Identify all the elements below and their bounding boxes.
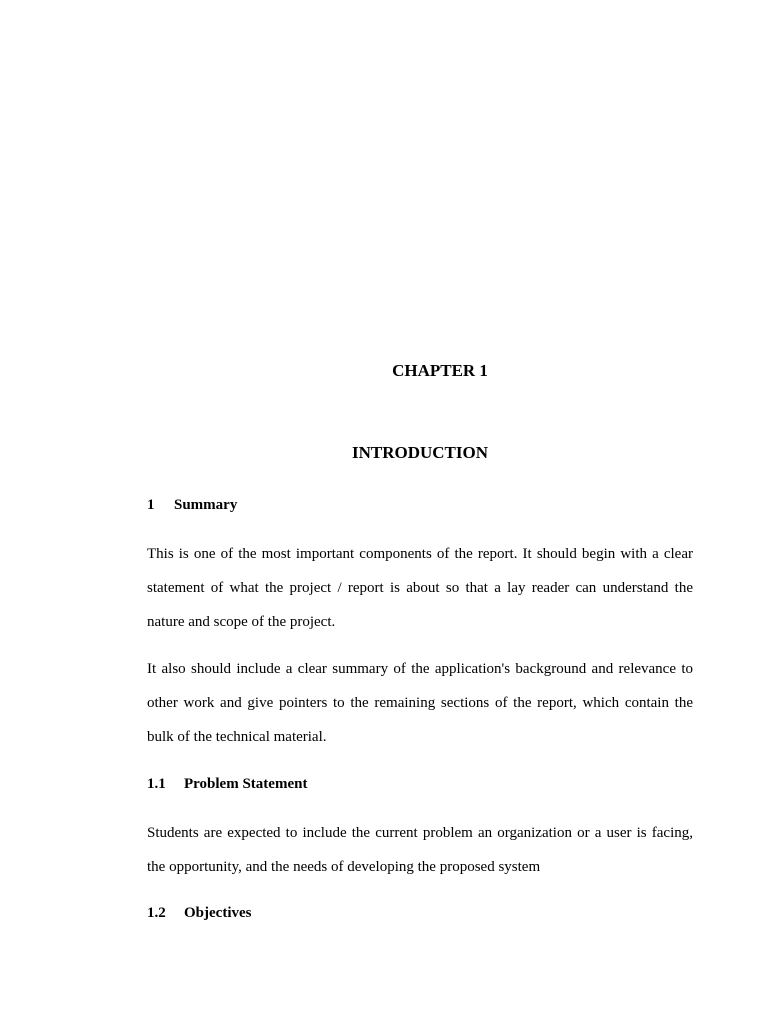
- paragraph-line: statement of what the project / report is about so that a lay reader can understand the: [147, 580, 693, 596]
- chapter-title: INTRODUCTION: [351, 443, 489, 462]
- section-title: Objectives: [184, 905, 252, 921]
- paragraph-line: other work and give pointers to the remaining sections of the report, which contain the: [147, 695, 693, 711]
- section-number: 1.2: [147, 905, 166, 921]
- paragraph-line: the opportunity, and the needs of developing the proposed system: [147, 859, 541, 875]
- paragraph-line: Students are expected to include the current problem an organization or a user is facing,: [147, 825, 693, 841]
- section-title: Problem Statement: [184, 776, 308, 792]
- section-heading-objectives: [147, 905, 251, 922]
- section-title: Summary: [174, 497, 238, 513]
- section-number: 1: [147, 497, 155, 513]
- paragraph-line: nature and scope of the project.: [147, 614, 336, 630]
- section-number: 1.1: [147, 776, 166, 792]
- summary-paragraph-2: [147, 652, 693, 754]
- summary-paragraph-1: [147, 537, 693, 639]
- section-heading-problem-statement: [147, 776, 307, 793]
- problem-statement-paragraph: [147, 816, 693, 884]
- paragraph-line: bulk of the technical material.: [147, 729, 327, 745]
- paragraph-line: It also should include a clear summary of the application's background and relevance to: [147, 661, 693, 677]
- chapter-number: CHAPTER 1: [392, 361, 488, 380]
- section-heading-summary: [147, 497, 237, 514]
- paragraph-line: This is one of the most important components of the report. It should begin with a clear: [147, 546, 693, 562]
